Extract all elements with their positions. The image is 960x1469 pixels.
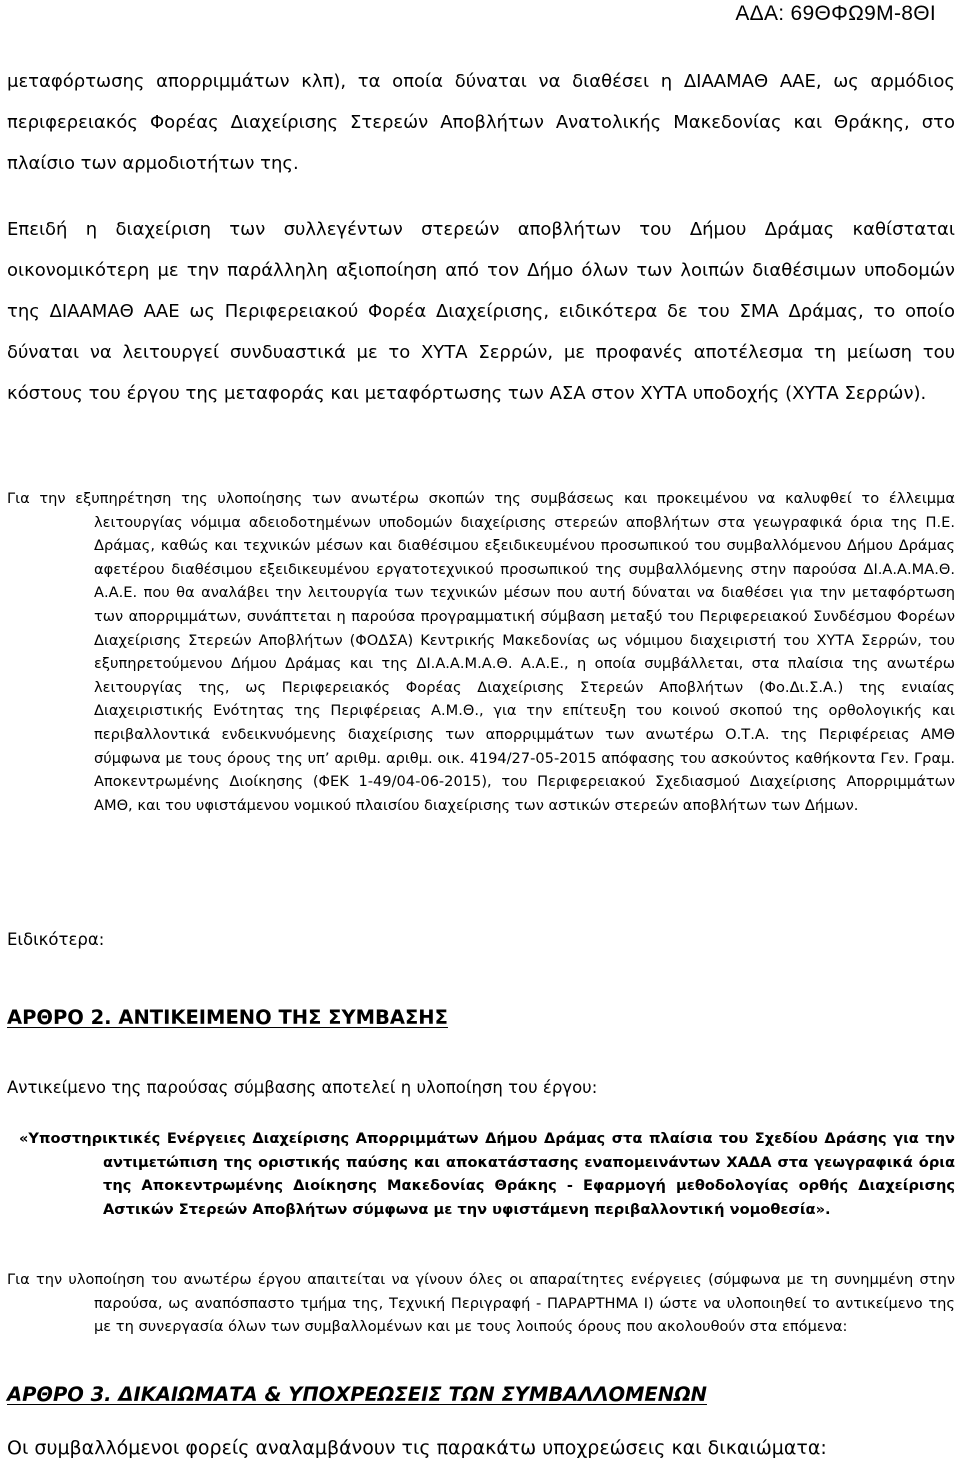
project-title: «Υποστηρικτικές Ενέργειες Διαχείρισης Απορριμμάτων Δήμου Δράμας στα πλαίσια του Σχεδίου Δράσης για την αντιμετώπιση της οριστικής παύσης και αποκατάστασης εναπομεινάντων ΧΑΔΑ στα γεωγραφικά όρια της Αποκεντρωμένης Διοίκησης Μακεδονίας Θράκης - Εφαρμογή μεθοδολογίας ορθής Διαχείρισης Αστικών Στερεών Αποβλήτων σύμφωνα με την υφιστάμενη περιβαλλοντική νομοθεσία».	[19, 1130, 955, 1218]
article-2-heading: ΑΡΘΡΟ 2. ΑΝΤΙΚΕΙΜΕΝΟ ΤΗΣ ΣΥΜΒΑΣΗΣ	[7, 1006, 448, 1029]
specifically-label: Ειδικότερα:	[7, 930, 105, 949]
ada-code: ΑΔΑ: 69ΘΦΩ9Μ-8ΘΙ	[735, 2, 936, 25]
paragraph-contract-object-intro: Αντικείμενο της παρούσας σύμβασης αποτελεί η υλοποίηση του έργου:	[7, 1078, 598, 1097]
paragraph-waste-transfer: μεταφόρτωσης απορριμμάτων κλπ), τα οποία δύναται να διαθέσει η ΔΙΑΑΜΑΘ ΑΑΕ, ως αρμόδιος περιφερειακός Φορέας Διαχείρισης Στερεών Αποβλήτων Ανατολικής Μακεδονίας και Θράκης, στο πλαίσιο των αρμοδιοτήτων της.	[7, 71, 955, 174]
paragraph-required-actions: Για την υλοποίηση του ανωτέρω έργου απαιτείται να γίνουν όλες οι απαραίτητες ενέργειες (σύμφωνα με τη συνημμένη στην παρούσα, ως αναπόσπαστο τμήμα της, Τεχνική Περιγραφή - ΠΑΡΑΡΤΗΜΑ Ι) ώστε να υλοποιηθεί το αντικείμενο της με τη συνεργασία όλων των συμβαλλομένων και με τους λοιπούς όρους που ακολουθούν στα επόμενα:	[7, 1271, 955, 1336]
paragraph-obligations-intro: Οι συμβαλλόμενοι φορείς αναλαμβάνουν τις παρακάτω υποχρεώσεις και δικαιώματα:	[7, 1437, 827, 1459]
paragraph-contract-purpose: Για την εξυπηρέτηση της υλοποίησης των ανωτέρω σκοπών της συμβάσεως και προκειμένου να καλυφθεί το έλλειμμα λειτουργίας νόμιμα αδειοδοτημένων υποδομών διαχείρισης στερεών αποβλήτων στα γεωγραφικά όρια της Π.Ε. Δράμας, καθώς και τεχνικών μέσων και διαθέσιμου εξειδικευμένου προσωπικού του συμβαλλόμενου Δήμου Δράμας αφετέρου διαθέσιμου εξειδικευμένου εργατοτεχνικού προσωπικού της συμβαλλόμενης στην παρούσα ΔΙ.Α.Α.ΜΑ.Θ. Α.Α.Ε. που θα αναλάβει την λειτουργία των τεχνικών μέσων που αυτή δύναται να διαθέσει για την μεταφόρτωση των απορριμμάτων, συνάπτεται η παρούσα προγραμματική σύμβαση μεταξύ του Περιφερειακού Συνδέσμου Φορέων Διαχείρισης Στερεών Αποβλήτων (ΦΟΔΣΑ) Κεντρικής Μακεδονίας ως νόμιμου διαχειριστή του ΧΥΤΑ Σερρών, του εξυπηρετούμενου Δήμου Δράμας και της ΔΙ.Α.Α.Μ.Α.Θ. Α.Α.Ε., η οποία συμβάλλεται, στα πλαίσια της ανωτέρω λειτουργίας της, ως Περιφερειακός Φορέας Διαχείρισης Στερεών Αποβλήτων (Φο.Δι.Σ.Α.) της ενιαίας Διαχειριστικής Ενότητας της Περιφέρειας Α.Μ.Θ., για την επίτευξη του κοινού σκοπού της ορθολογικής και περιβαλλοντικά ενδεικνυόμενης διαχείρισης των απορριμμάτων των ανωτέρω Ο.Τ.Α. της Περιφέρειας ΑΜΘ σύμφωνα με τους όρους της υπ’ αριθμ. αριθμ. οικ. 4194/27-05-2015 απόφασης του ασκούντος καθήκοντα Γεν. Γραμ. Αποκεντρωμένης Διοίκησης (ΦΕΚ 1-49/04-06-2015), του Περιφερειακού Σχεδιασμού Διαχείρισης Απορριμμάτων ΑΜΘ, και του υφιστάμενου νομικού πλαισίου διαχείρισης των αστικών στερεών αποβλήτων των Δήμων.	[7, 490, 955, 814]
paragraph-drama-management: Επειδή η διαχείριση των συλλεγέντων στερεών αποβλήτων του Δήμου Δράμας καθίσταται οικονομικότερη με την παράλληλη αξιοποίηση από τον Δήμο όλων των λοιπών διαθέσιμων υποδομών της ΔΙΑΑΜΑΘ ΑΑΕ ως Περιφερειακού Φορέα Διαχείρισης, ειδικότερα δε του ΣΜΑ Δράμας, το οποίο δύναται να λειτουργεί συνδυαστικά με το ΧΥΤΑ Σερρών, με προφανές αποτέλεσμα τη μείωση του κόστους του έργου της μεταφοράς και μεταφόρτωσης των ΑΣΑ στον ΧΥΤΑ υποδοχής (ΧΥΤΑ Σερρών).	[7, 219, 955, 404]
article-3-heading: ΑΡΘΡΟ 3. ΔΙΚΑΙΩΜΑΤΑ & ΥΠΟΧΡΕΩΣΕΙΣ ΤΩΝ ΣΥΜΒΑΛΛΟΜΕΝΩΝ	[7, 1383, 707, 1406]
